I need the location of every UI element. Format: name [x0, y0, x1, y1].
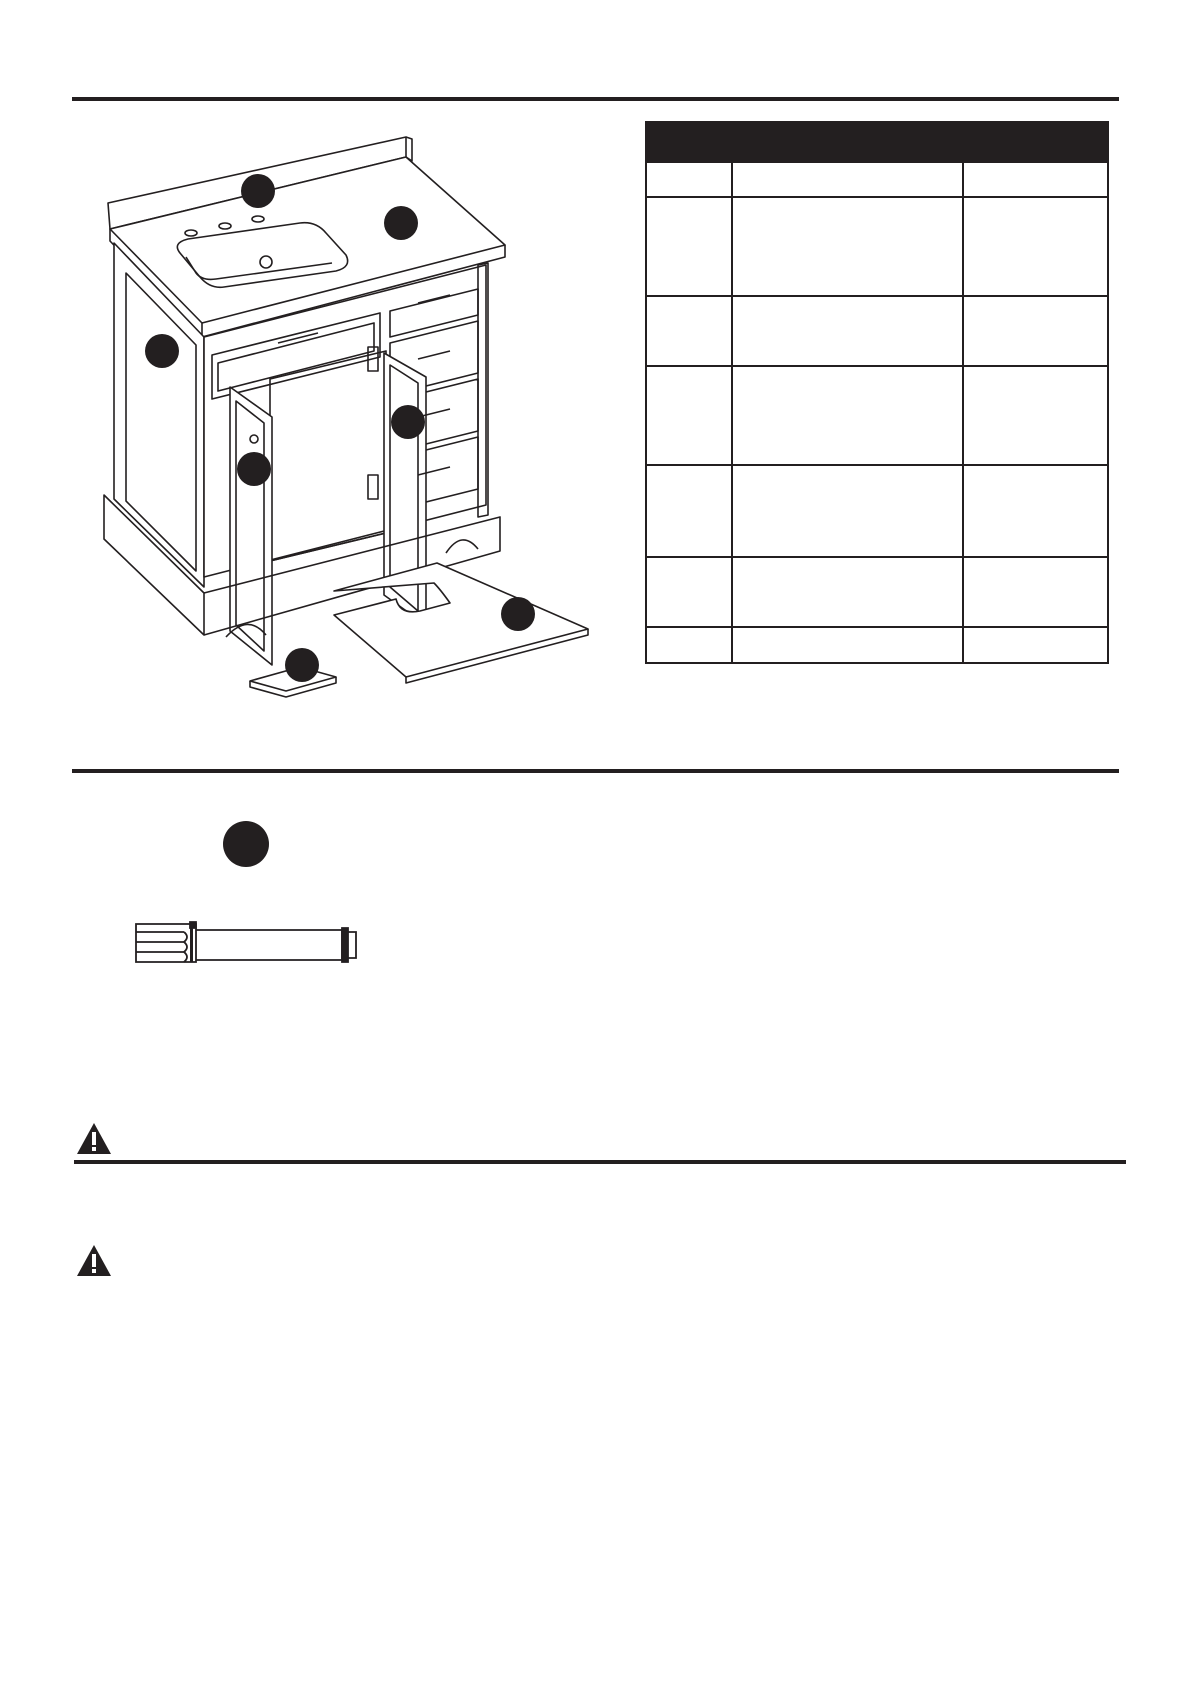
- callout-e: [237, 452, 271, 486]
- callout-a: [241, 174, 275, 208]
- touch-up-marker-icon: [134, 920, 360, 964]
- header-cell-part: [646, 122, 732, 162]
- parts-table-header: [646, 122, 1108, 162]
- callout-c: [145, 334, 179, 368]
- header-cell-description: [732, 122, 963, 162]
- warning-rule: [74, 1160, 1126, 1164]
- callout-g: [285, 648, 319, 682]
- table-row: [646, 197, 1108, 296]
- table-row: [646, 465, 1108, 557]
- callout-d: [391, 405, 425, 439]
- table-row: [646, 162, 1108, 197]
- callout-f: [501, 597, 535, 631]
- warning-triangle-icon: [76, 1244, 112, 1277]
- warning-triangle-icon: [76, 1122, 112, 1155]
- table-row: [646, 366, 1108, 465]
- vanity-illustration: [100, 125, 620, 700]
- table-row: [646, 296, 1108, 366]
- callout-b: [384, 206, 418, 240]
- parts-table: [645, 121, 1109, 664]
- section-rule-top: [72, 97, 1119, 101]
- hardware-callout-aa: [223, 821, 269, 867]
- table-row: [646, 627, 1108, 663]
- header-cell-quantity: [963, 122, 1108, 162]
- section-rule-hardware: [72, 769, 1119, 773]
- table-row: [646, 557, 1108, 627]
